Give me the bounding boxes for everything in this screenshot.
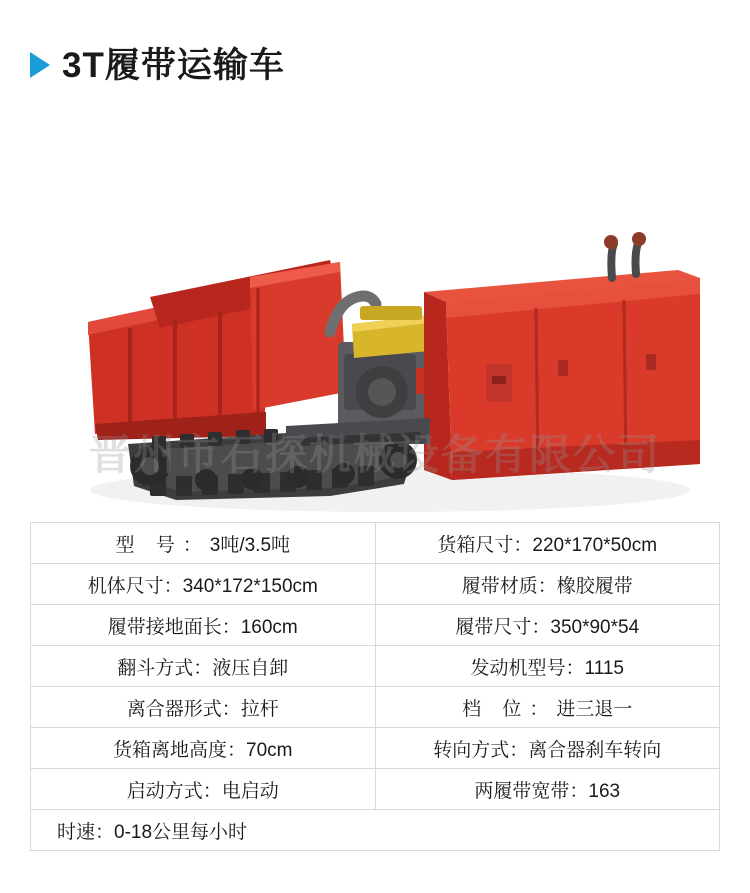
table-row bbox=[31, 605, 720, 646]
spec-cell-right bbox=[375, 687, 720, 728]
spec-cell-right bbox=[375, 769, 720, 810]
spec-label: 货箱离地高度： bbox=[113, 739, 247, 761]
spec-label: 时速： bbox=[57, 821, 115, 843]
spec-value: 163 bbox=[588, 780, 621, 802]
spec-label: 发动机型号： bbox=[470, 657, 585, 679]
spec-value: 220*170*50cm bbox=[532, 534, 658, 556]
watermark-text: 晋州市石探机械设备有限公司 bbox=[88, 431, 661, 478]
table-row bbox=[31, 728, 720, 769]
spec-cell-left bbox=[31, 564, 376, 605]
spec-cell-right bbox=[375, 646, 720, 687]
spec-label: 档 位： bbox=[462, 698, 557, 720]
table-row bbox=[31, 564, 720, 605]
spec-label: 转向方式： bbox=[433, 739, 529, 761]
spec-cell-right bbox=[375, 564, 720, 605]
tracked-dumper-illustration bbox=[0, 92, 750, 512]
spec-label: 启动方式： bbox=[126, 780, 222, 802]
spec-value: 0-18公里每小时 bbox=[114, 821, 248, 843]
spec-value: 进三退一 bbox=[556, 698, 633, 720]
spec-cell-right bbox=[375, 728, 720, 769]
spec-label: 货箱尺寸： bbox=[437, 534, 533, 556]
spec-value: 离合器刹车转向 bbox=[528, 739, 662, 761]
spec-table bbox=[30, 522, 720, 851]
product-photo bbox=[0, 92, 750, 512]
spec-value: 橡胶履带 bbox=[556, 575, 633, 597]
spec-table-wrapper bbox=[0, 512, 750, 851]
spec-cell-left bbox=[31, 687, 376, 728]
spec-value: 350*90*54 bbox=[550, 616, 640, 638]
spec-cell-full bbox=[31, 810, 720, 851]
spec-cell-left bbox=[31, 769, 376, 810]
table-row bbox=[31, 523, 720, 564]
spec-label: 两履带宽带： bbox=[474, 780, 589, 802]
page-title: 3T履带运输车 bbox=[62, 45, 285, 85]
spec-cell-left bbox=[31, 728, 376, 769]
spec-value: 70cm bbox=[246, 739, 293, 761]
spec-value: 1115 bbox=[584, 657, 624, 679]
spec-value: 液压自卸 bbox=[212, 657, 289, 679]
triangle-right-icon bbox=[30, 52, 50, 78]
spec-value: 340*172*150cm bbox=[182, 575, 318, 597]
spec-label: 型 号： bbox=[115, 534, 210, 556]
table-row bbox=[31, 646, 720, 687]
spec-label: 履带尺寸： bbox=[455, 616, 551, 638]
spec-cell-left bbox=[31, 605, 376, 646]
spec-cell-left bbox=[31, 646, 376, 687]
table-row bbox=[31, 687, 720, 728]
spec-label: 机体尺寸： bbox=[87, 575, 183, 597]
spec-label: 翻斗方式： bbox=[117, 657, 213, 679]
table-row-last bbox=[31, 810, 720, 851]
spec-label: 履带接地面长： bbox=[107, 616, 241, 638]
spec-value: 160cm bbox=[240, 616, 298, 638]
spec-cell-left bbox=[31, 523, 376, 564]
table-row bbox=[31, 769, 720, 810]
spec-label: 离合器形式： bbox=[126, 698, 241, 720]
spec-label: 履带材质： bbox=[461, 575, 557, 597]
spec-value: 电启动 bbox=[221, 780, 279, 802]
spec-cell-right bbox=[375, 523, 720, 564]
spec-value: 拉杆 bbox=[240, 698, 279, 720]
spec-value: 3吨/3.5吨 bbox=[209, 534, 291, 556]
spec-cell-right bbox=[375, 605, 720, 646]
page-header bbox=[0, 0, 750, 92]
